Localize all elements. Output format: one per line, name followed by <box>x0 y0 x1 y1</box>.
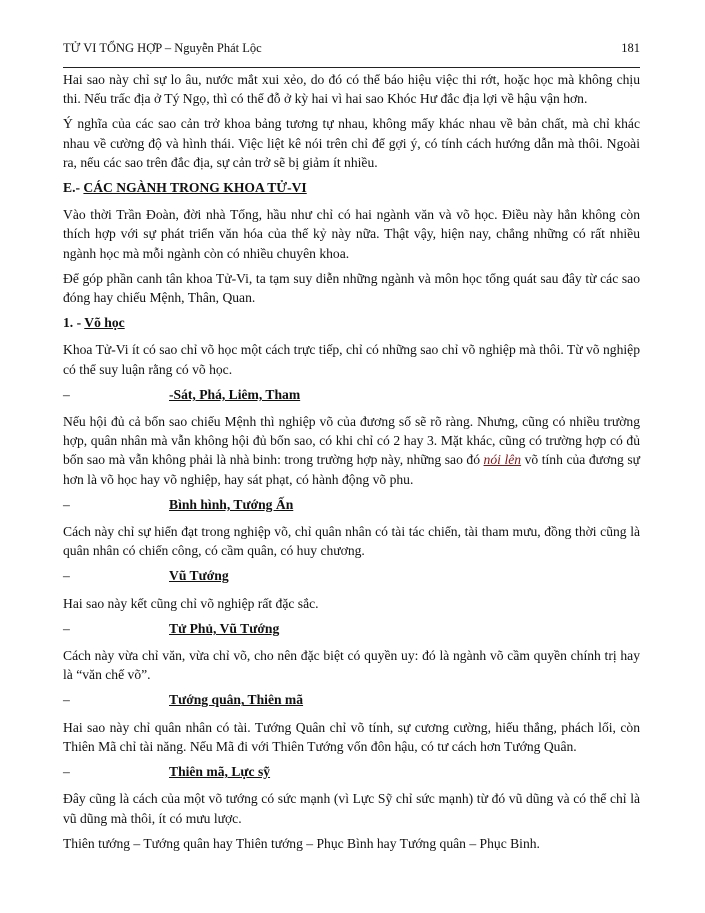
paragraph: Cách này vừa chỉ văn, vừa chỉ võ, cho nên đặc biệt có quyền uy: đó là ngành võ cầm quyền chính trị hay là “văn chế võ”. <box>63 648 640 683</box>
bullet-title: Vũ Tướng <box>169 568 229 584</box>
page-body <box>63 70 640 859</box>
bullet-title: -Sát, Phá, Liêm, Tham <box>169 386 301 402</box>
bullet-title: Thiên mã, Lực sỹ <box>169 764 271 780</box>
paragraph: Để góp phần canh tân khoa Tử-Vi, ta tạm suy diễn những ngành và môn học tổng quát sau đây từ các sao đóng hay chiếu Mệnh, Thân, Quan. <box>63 270 640 306</box>
section-heading <box>63 178 640 197</box>
header-title: TỬ VI TỔNG HỢP – Nguyễn Phát Lộc <box>63 41 262 55</box>
paragraph: Cách này chỉ sự hiển đạt trong nghiệp võ, chỉ quân nhân có tài tác chiến, tài tham mưu, đồng thời cũng là quân nhân có chiến công, có cầm quân, có huy chương. <box>63 524 640 559</box>
dash-marker: – <box>63 386 70 402</box>
emphasis-text: nói lên <box>483 452 522 468</box>
section-title: CÁC NGÀNH TRONG KHOA TỬ-VI <box>83 180 307 196</box>
paragraph: Hai sao này chỉ quân nhân có tài. Tướng Quân chỉ võ tính, sự cương cường, hiếu thắng, phách lối, còn Thiên Mã chỉ tài năng. Nếu Mã đi với Thiên Tướng vốn đôn hậu, có tư cách hơn Tướng Quân. <box>63 719 640 754</box>
page-header <box>63 41 640 56</box>
bullet-heading <box>63 762 640 781</box>
dash-marker: – <box>63 620 70 636</box>
paragraph: Thiên tướng – Tướng quân hay Thiên tướng – Phục Bình hay Tướng quân – Phục Binh. <box>63 835 540 851</box>
paragraph: Hai sao này kết cũng chỉ võ nghiệp rất đặc sắc. <box>63 595 319 611</box>
bullet-title: Tử Phủ, Vũ Tướng <box>169 620 280 636</box>
bullet-title: Bình hình, Tướng Ấn <box>169 496 294 512</box>
subsection-heading <box>63 313 640 332</box>
dash-marker: – <box>63 764 70 780</box>
subsection-title: Võ học <box>84 315 125 331</box>
paragraph <box>63 412 640 489</box>
dash-marker: – <box>63 568 70 584</box>
bullet-title: Tướng quân, Thiên mã <box>169 692 304 708</box>
dash-marker: – <box>63 496 70 512</box>
subsection-prefix: 1. - <box>63 315 82 331</box>
text-run: Nếu hội đủ cả bốn sao chiếu Mệnh thì nghiệp võ của đương số sẽ rõ ràng. Nhưng, cũng có nhiều trường hợp, quân nhân mà vẫn không hội đủ bốn sao, có khi chỉ có 2 hay 3. Mặt khác, cũng có trường hợp có đủ bốn sao mà vẫn không phải là nhà binh: trong trường hợp này, những sao đó <box>63 414 640 468</box>
paragraph: Hai sao này chỉ sự lo âu, nước mắt xui xẻo, do đó có thể báo hiệu việc thi rớt, hoặc học mà không chịu thi. Nếu trấc địa ở Tý Ngọ, thì có thể đỗ ở kỳ hai vì hai sao Khóc Hư đắc địa lợi về hậu vận hơn. <box>63 72 640 107</box>
dash-marker: – <box>63 692 70 708</box>
paragraph: Vào thời Trần Đoàn, đời nhà Tống, hầu như chỉ có hai ngành văn và võ học. Điều này hẳn không còn thích hợp với sự phát triển văn hóa của thế kỷ này nữa. Thật vậy, hiện nay, chẳng những có rất nhiều ngành học mà mỗi ngành còn có nhiều chuyên khoa. <box>63 207 640 261</box>
paragraph: Ý nghĩa của các sao cản trở khoa bảng tương tự nhau, không mấy khác nhau về bản chất, mà chỉ khác nhau về cường độ và hình thái. Việc liệt kê nói trên chỉ để gợi ý, có tính cách hướng dẫn mà thôi. Ngoài ra, nếu các sao trên đắc địa, sự cản trở sẽ bị giảm ít nhiều. <box>63 116 640 170</box>
page-number: 181 <box>621 41 640 55</box>
bullet-heading <box>63 385 640 404</box>
paragraph: Đây cũng là cách của một võ tướng có sức mạnh (vì Lực Sỹ chỉ sức mạnh) từ đó vũ dũng và có thể chỉ là vũ dũng mà thôi, ít có mưu lược. <box>63 791 640 826</box>
bullet-heading <box>63 495 640 514</box>
paragraph: Khoa Tử-Vi ít có sao chỉ võ học một cách trực tiếp, chỉ có những sao chỉ võ nghiệp mà thôi. Từ võ nghiệp có thể suy luận rằng có võ học. <box>63 342 640 377</box>
bullet-heading <box>63 690 640 709</box>
section-prefix: E.- <box>63 180 80 196</box>
text-run: võ tính của đương sự hơn là võ học hay võ nghiệp, hay sát phạt, có hành động võ phu. <box>63 452 641 487</box>
bullet-heading <box>63 566 640 585</box>
header-divider <box>63 67 640 68</box>
bullet-heading <box>63 619 640 638</box>
